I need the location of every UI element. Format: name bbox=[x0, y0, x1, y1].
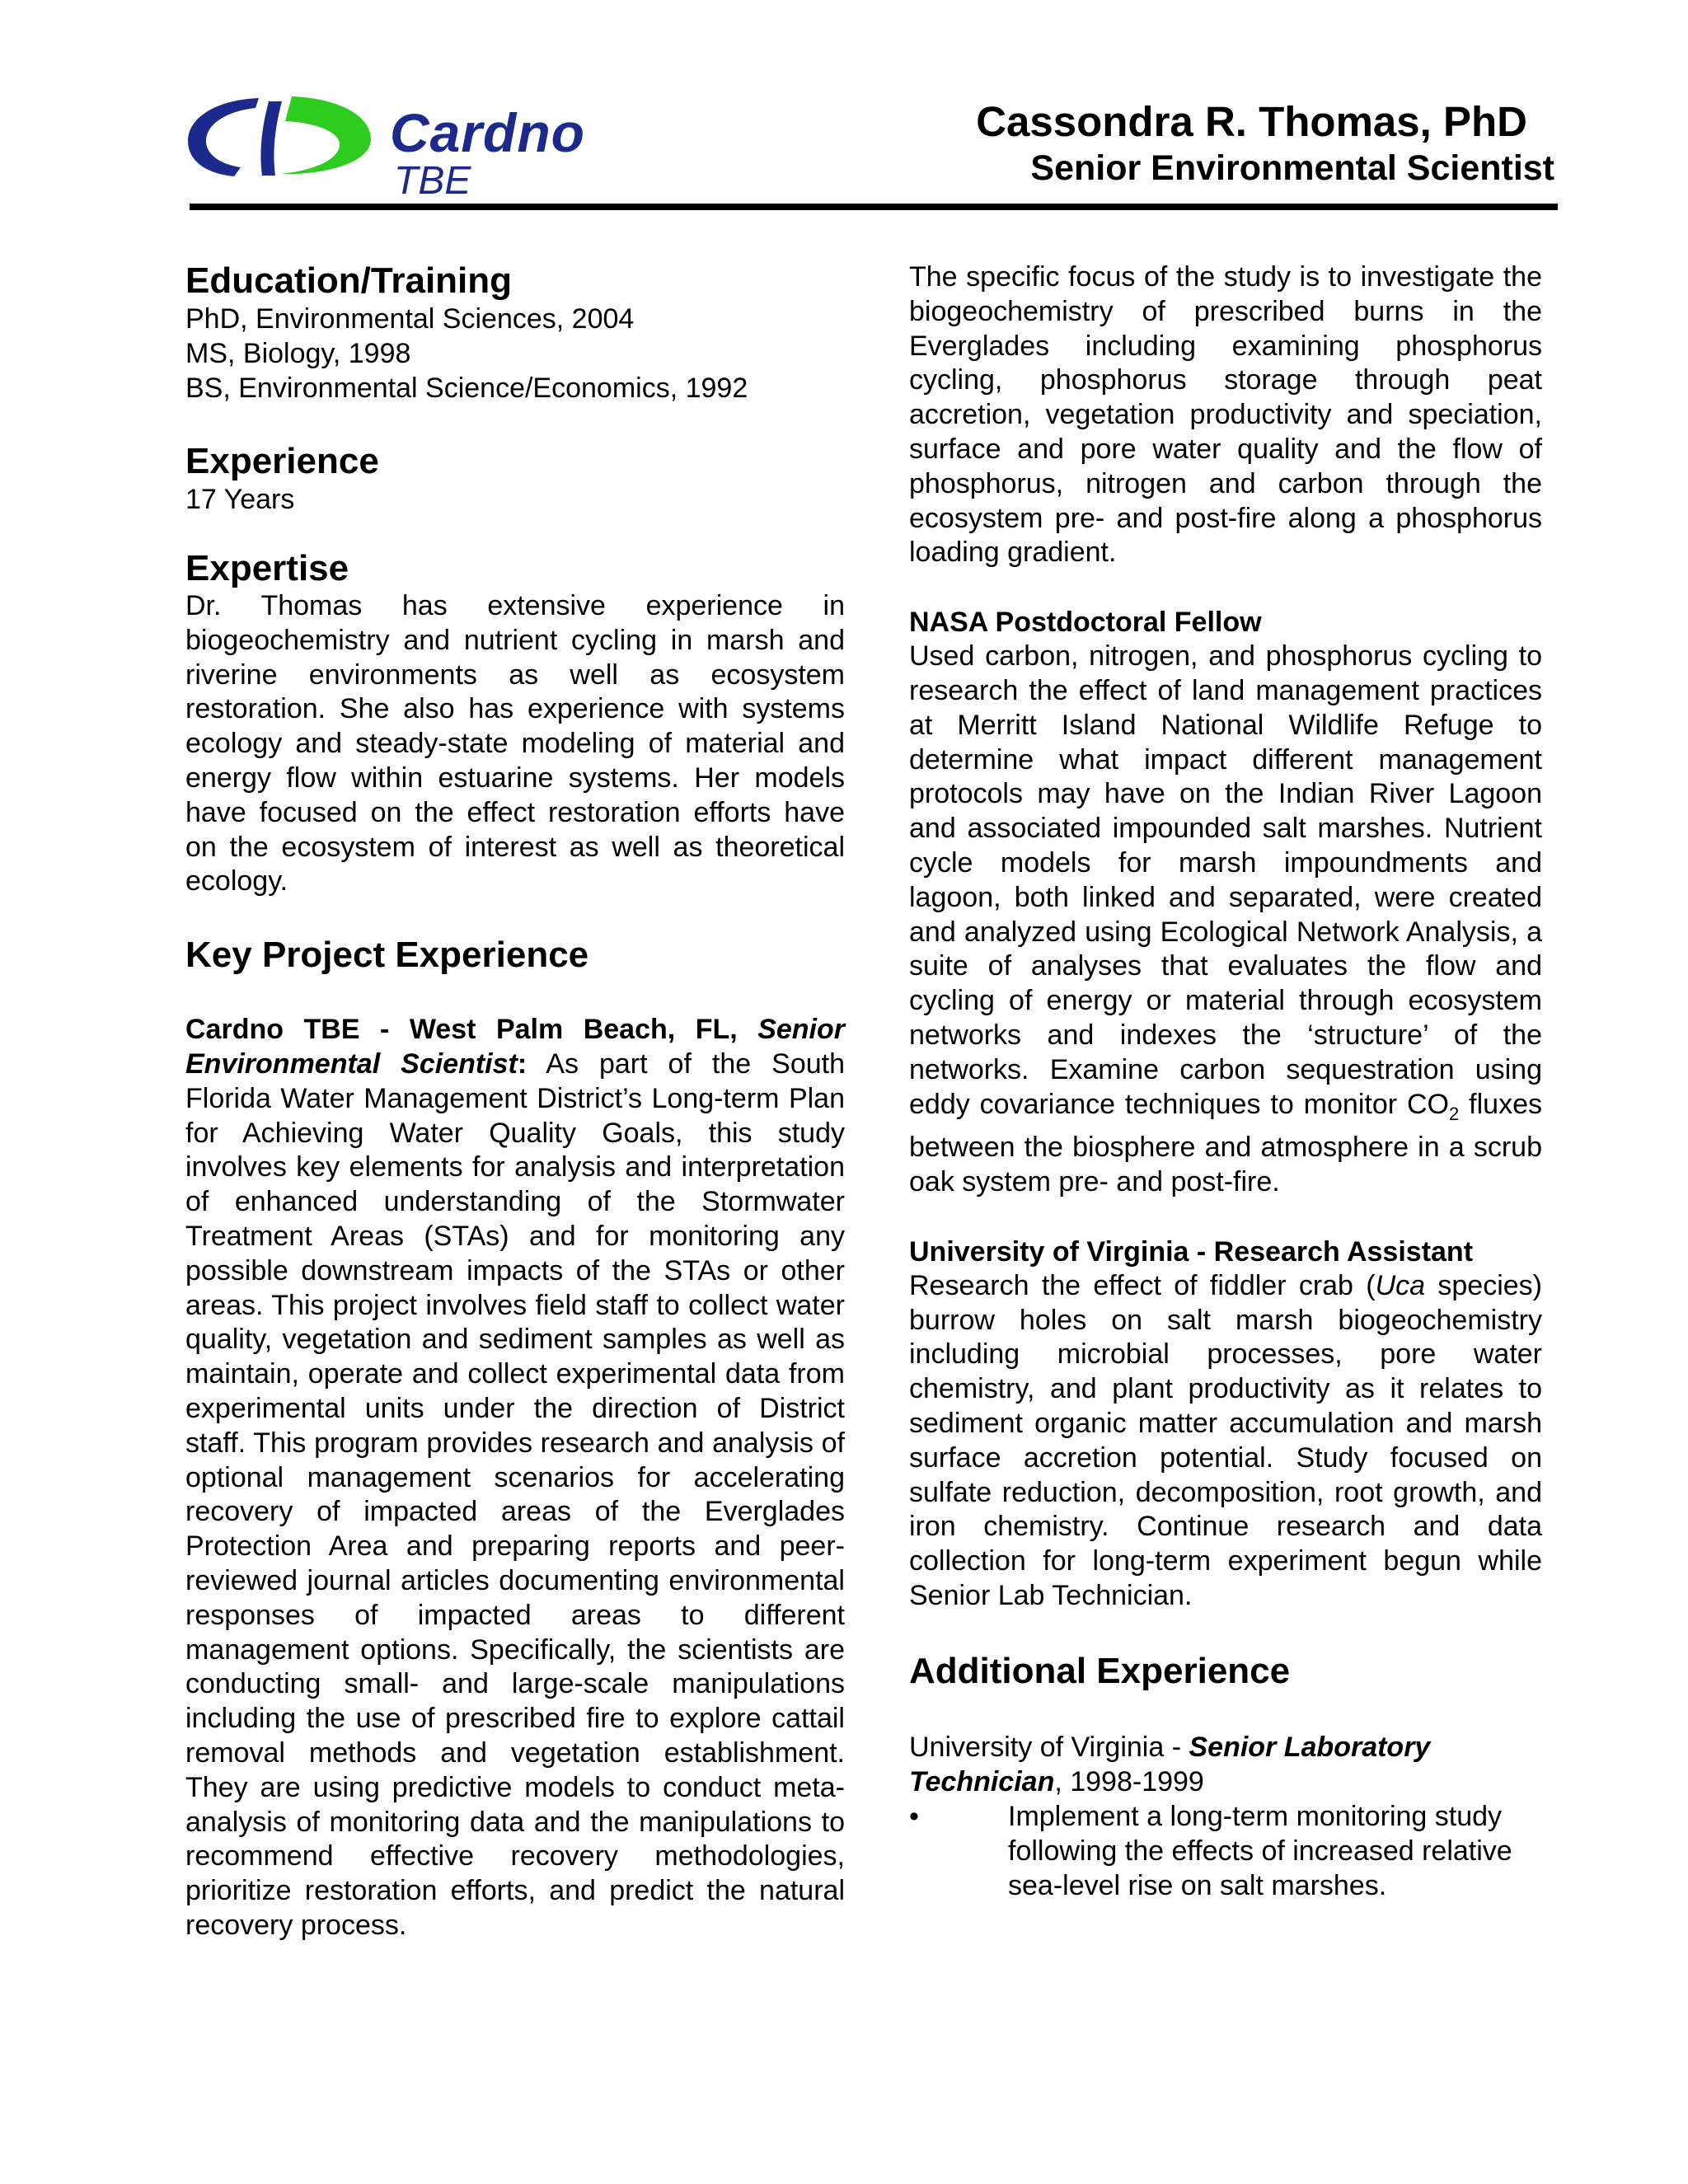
additional-role: Senior Laboratory Technician bbox=[909, 1731, 1431, 1797]
uva-heading: University of Virginia - Research Assistant bbox=[909, 1235, 1474, 1268]
additional-bullet bbox=[909, 1799, 1542, 1903]
person-title: Senior Environmental Scientist bbox=[1030, 148, 1554, 188]
nasa-paragraph bbox=[909, 640, 1542, 1200]
co2-subscript: 2 bbox=[1449, 1103, 1460, 1124]
key-project-heading: Key Project Experience bbox=[185, 935, 589, 976]
cardno-project-paragraph bbox=[185, 1013, 845, 1943]
bullet-text: Implement a long-term monitoring study following the effects of increased relative sea-level rise on salt marshes. bbox=[1008, 1800, 1512, 1901]
document-header bbox=[0, 0, 1688, 223]
additional-position bbox=[909, 1730, 1542, 1799]
experience-heading: Experience bbox=[185, 441, 379, 481]
additional-org: University of Virginia - bbox=[909, 1731, 1189, 1763]
additional-heading: Additional Experience bbox=[909, 1650, 1291, 1691]
education-item: MS, Biology, 1998 bbox=[185, 338, 411, 369]
logo-wordmark: Cardno bbox=[390, 102, 585, 163]
education-item: BS, Environmental Science/Economics, 1992 bbox=[185, 373, 748, 404]
bullet-icon: • bbox=[909, 1800, 919, 1832]
expertise-heading: Expertise bbox=[185, 548, 349, 588]
cardno-project-colon: : bbox=[517, 1047, 528, 1080]
left-column bbox=[185, 260, 845, 1943]
nasa-heading: NASA Postdoctoral Fellow bbox=[909, 607, 1262, 639]
education-list bbox=[185, 302, 845, 405]
person-name: Cassondra R. Thomas, PhD bbox=[976, 98, 1527, 145]
header-divider bbox=[190, 204, 1558, 210]
uva-paragraph bbox=[909, 1269, 1542, 1614]
education-item: PhD, Environmental Sciences, 2004 bbox=[185, 303, 635, 335]
uva-genus: Uca bbox=[1375, 1269, 1426, 1301]
education-heading: Education/Training bbox=[185, 260, 513, 301]
additional-years: , 1998-1999 bbox=[1054, 1765, 1204, 1797]
cardno-project-org: Cardno TBE - West Palm Beach, FL, bbox=[185, 1014, 758, 1046]
logo-subtitle: TBE bbox=[394, 159, 471, 203]
cardno-project-text: As part of the South Florida Water Management District’s Long-term Plan for Achieving Water Quality Goals, this study involves key elements for analysis and interpretation of enhanced understanding of the Stormwater Treatment Areas (STAs) and for monitoring any possible downstream impacts of the STAs or other areas. This project involves field staff to collect water quality, vegetation and sediment samples as well as maintain, operate and collect experimental data from experimental units under the direction of District staff. This program provides research and analysis of optional management scenarios for accelerating recovery of impacted areas of the Everglades Protection Area and preparing reports and peer-reviewed journal articles documenting environmental responses of impacted areas to different management options. Specifically, the scientists are conducting small- and large-scale manipulations including the use of prescribed fire to explore cattail removal methods and vegetation establishment. They are using predictive models to conduct meta-analysis of monitoring data and the manipulations to recommend effective recovery methodologies, prioritize restoration efforts, and predict the natural recovery process. bbox=[185, 1047, 845, 1941]
experience-years: 17 Years bbox=[185, 484, 295, 515]
cardno-project-role: Senior Environmental Scientist bbox=[185, 1014, 845, 1080]
right-column bbox=[909, 260, 1542, 1903]
cardno-logo-icon bbox=[183, 93, 377, 181]
expertise-text: Dr. Thomas has extensive experience in biogeochemistry and nutrient cycling in marsh and riverine environments as well as ecosystem restoration. She also has experience with systems ecology and steady-state modeling of material and energy flow within estuarine systems. Her models have focused on the effect restoration efforts have on the ecosystem of interest as well as theoretical ecology. bbox=[185, 590, 845, 898]
nasa-text-after: fluxes between the biosphere and atmosphere in a scrub oak system pre- and post-fire. bbox=[909, 1088, 1542, 1197]
nasa-text-before: Used carbon, nitrogen, and phosphorus cycling to research the effect of land management practices at Merritt Island National Wildlife Refuge to determine what impact different management protocols may have on the Indian River Lagoon and associated impounded salt marshes. Nutrient cycle models for marsh impoundments and lagoon, both linked and separated, were created and analyzed using Ecological Network Analysis, a suite of analyses that evaluates the flow and cycling of energy or material through ecosystem networks and indexes the ‘structure’ of the networks. Examine carbon sequestration using eddy covariance techniques to monitor CO bbox=[909, 640, 1542, 1120]
uva-text-b: species) burrow holes on salt marsh biogeochemistry including microbial processes, pore water chemistry, and plant productivity as it relates to sediment organic matter accumulation and marsh surface accretion potential. Study focused on sulfate reduction, decomposition, root growth, and iron chemistry. Continue research and data collection for long-term experiment begun while Senior Lab Technician. bbox=[909, 1269, 1542, 1611]
cardno-project-continued: The specific focus of the study is to investigate the biogeochemistry of prescribed burns in the Everglades including examining phosphorus cycling, phosphorus storage through peat accretion, vegetation productivity and speciation, surface and pore water quality and the flow of phosphorus, nitrogen and carbon through the ecosystem pre- and post-fire along a phosphorus loading gradient. bbox=[909, 261, 1542, 569]
uva-text-a: Research the effect of fiddler crab ( bbox=[909, 1269, 1376, 1301]
